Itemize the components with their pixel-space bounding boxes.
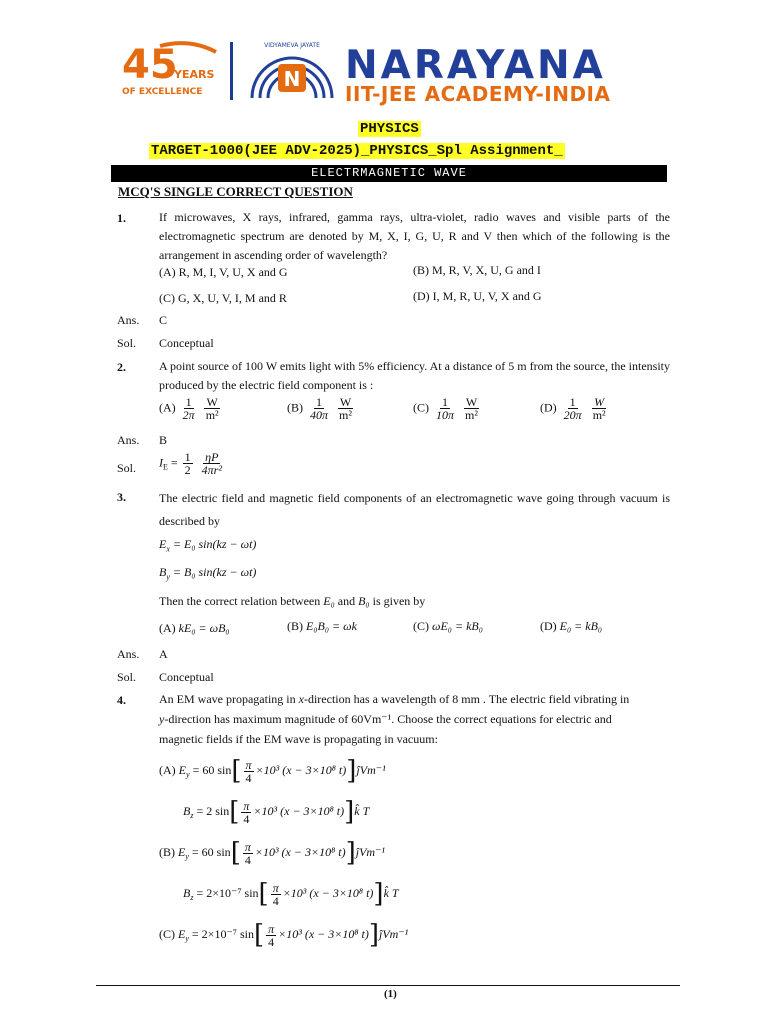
option-a: (A) kE₀ = ωB₀ (159, 621, 230, 635)
option-c: (C) G, X, U, V, I, M and R (159, 291, 287, 305)
logo-number: 45 (122, 42, 178, 88)
logo-excellence: OF EXCELLENCE (122, 87, 203, 97)
relation-prompt: Then the correct relation between E₀ and B₀ is given by (159, 594, 426, 608)
option-a-magnetic: $B_z = 2$ sin[ $\frac{\pi}{4}$ ×10³ (x − 3×10⁸ t)]k̂ T (183, 797, 370, 827)
solution-text: Conceptual (159, 670, 214, 684)
equation-electric-field: $E_x = E_0$ sin(kz − ωt) (159, 537, 257, 554)
answer-label: Ans. (117, 313, 140, 327)
option-b: (B) E₀B₀ = ωk (287, 619, 357, 633)
answer-label: Ans. (117, 647, 140, 661)
solution-label: Sol. (117, 670, 137, 684)
answer-value: C (159, 313, 168, 327)
option-d: (D) I, M, R, U, V, X and G (413, 289, 542, 303)
question-number: 2. (117, 360, 126, 374)
option-b-magnetic: $B_z = 2\times 10^{-7}$ sin[ $\frac{\pi}{4}$ ×10³ (x − 3×10⁸ t)]k̂ T (183, 879, 399, 909)
question-number: 4. (117, 693, 126, 707)
question-text: If microwaves, X rays, infrared, gamma rays, ultra-violet, radio waves and visible parts of the electromagnetic spectrum are denoted by M, X, I, G, U, R and V then which of the following is the arrangement in ascending order of wavelength? (159, 210, 670, 262)
solution-text: Conceptual (159, 336, 214, 350)
option-a-electric: (A) $E_y = 60$ sin[ $\frac{\pi}{4}$ ×10³ (x − 3×10⁸ t)]ĵVm⁻¹ (159, 756, 386, 786)
question-text-line-3: magnetic fields if the EM wave is propagating in vacuum: (159, 732, 438, 746)
header-divider (230, 42, 233, 100)
solution-formula: $I_E$ = $\frac{1}{2}$ $\frac{\eta P}{\text{4πr²}}$ (159, 450, 222, 477)
footer-rule (96, 985, 680, 986)
brand-subtitle: IIT-JEE ACADEMY-INDIA (345, 82, 611, 106)
question-number: 1. (117, 211, 126, 225)
option-b-electric: (B) $E_y = 60$ sin[ $\frac{\pi}{4}$ ×10³ (x − 3×10⁸ t)]ĵVm⁻¹ (159, 838, 385, 868)
option-a-label: (A) (159, 400, 176, 415)
option-d: (D) $\frac{1}{20\pi}$ $\frac{W}{\text{m²}}$ (540, 395, 606, 422)
page-number: (1) (384, 988, 397, 1000)
equation-magnetic-field: $B_y = B_0$ sin(kz − ωt) (159, 565, 257, 582)
section-heading: MCQ'S SINGLE CORRECT QUESTION (118, 184, 353, 199)
question-number: 3. (117, 490, 126, 504)
answer-value: B (159, 433, 168, 447)
option-c: (C) $\frac{1}{10\pi}$ $\frac{W}{\text{m²}}$ (413, 395, 478, 422)
option-d: (D) E₀ = kB₀ (540, 619, 603, 633)
option-b: (B) M, R, V, X, U, G and I (413, 263, 541, 277)
years-of-excellence-logo (120, 40, 220, 100)
option-b: (B) $\frac{1}{40\pi}$ $\frac{W}{\text{m²}}$ (287, 395, 352, 422)
emblem-motto: VIDYAMEVA JAYATE (264, 42, 320, 49)
topic-banner: ELECTRMAGNETIC WAVE (111, 165, 667, 182)
logo-years: YEARS (174, 68, 215, 81)
question-text-line-1: An EM wave propagating in x-direction has a wavelength of 8 mm . The electric field vibrating in (159, 692, 630, 706)
narayana-emblem-icon (244, 38, 340, 100)
option-d-label: (D) (540, 400, 557, 415)
option-b-label: (B) (287, 400, 303, 415)
option-c: (C) ωE₀ = kB₀ (413, 619, 483, 633)
assignment-title: TARGET-1000(JEE ADV-2025)_PHYSICS_Spl Assignment_ (151, 143, 563, 159)
subject-title: PHYSICS (360, 121, 419, 137)
answer-value: A (159, 647, 168, 661)
option-a: (A) $\frac{1}{2\pi}$ $\frac{W}{\text{m²}}$ (159, 395, 219, 422)
emblem-letter: N (283, 67, 301, 91)
brand-name: NARAYANA (345, 43, 606, 88)
solution-label: Sol. (117, 461, 137, 475)
solution-label: Sol. (117, 336, 137, 350)
answer-label: Ans. (117, 433, 140, 447)
option-c-label: (C) (413, 400, 429, 415)
option-c-electric: (C) $E_y = 2\times 10^{-7}$ sin[ $\frac{\pi}{4}$ ×10³ (x − 3×10⁸ t)]ĵVm⁻¹ (159, 920, 409, 950)
question-text: The electric field and magnetic field components of an electromagnetic wave going through vacuum is described by (159, 491, 670, 528)
option-a: (A) R, M, I, V, U, X and G (159, 265, 288, 279)
question-text-line-2: y-direction has maximum magnitude of 60Vm⁻¹. Choose the correct equations for electric and (159, 712, 612, 726)
question-text: A point source of 100 W emits light with 5% efficiency. At a distance of 5 m from the source, the intensity produced by the electric field component is : (159, 359, 670, 392)
